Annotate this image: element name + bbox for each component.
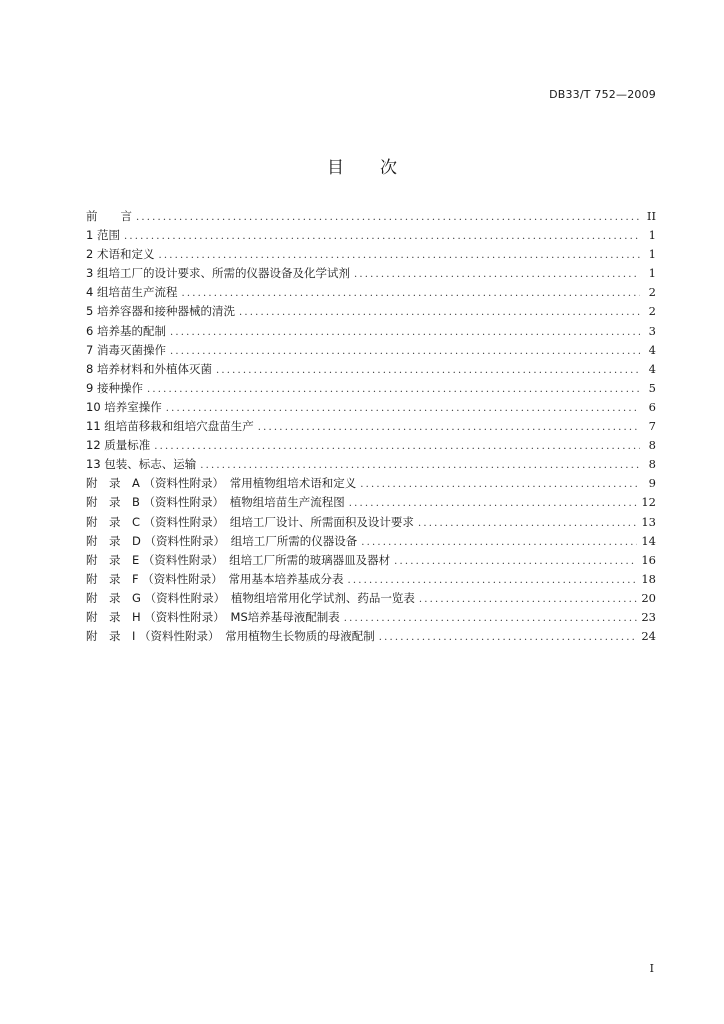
toc-entry-label: 附 录 F （资料性附录） 常用基本培养基成分表 <box>86 571 344 586</box>
toc-entry[interactable] <box>86 379 656 398</box>
toc-entry-page: 9 <box>648 476 656 491</box>
toc-leader-dots <box>239 303 640 322</box>
standard-code: DB33/T 752—2009 <box>549 88 656 101</box>
toc-entry-page: 8 <box>648 457 656 472</box>
toc-entry-page: II <box>646 209 656 223</box>
toc-leader-dots <box>418 514 637 533</box>
page-title: 目次 <box>327 158 433 178</box>
toc-entry[interactable] <box>86 226 656 245</box>
toc-entry-page: 8 <box>648 438 656 453</box>
toc-entry-label: 2 术语和定义 <box>86 247 155 262</box>
toc-entry[interactable] <box>86 341 656 360</box>
toc-entry[interactable] <box>86 302 656 321</box>
toc-entry-page: 3 <box>648 323 656 338</box>
toc-entry-page: 1 <box>648 247 656 262</box>
toc-entry-label: 附 录 I （资料性附录） 常用植物生长物质的母液配制 <box>86 629 375 644</box>
toc-entry-label: 8 培养材料和外植体灭菌 <box>86 361 212 376</box>
toc-leader-dots <box>258 418 640 437</box>
toc-leader-dots <box>166 399 640 418</box>
toc-leader-dots <box>200 456 640 475</box>
toc-entry-page: 24 <box>641 629 656 644</box>
toc-entry-label: 11 组培苗移栽和组培穴盘苗生产 <box>86 419 254 434</box>
toc-entry-label: 7 消毒灭菌操作 <box>86 342 166 357</box>
toc-leader-dots <box>360 475 640 494</box>
toc-entry-label: 附 录 B （资料性附录） 植物组培苗生产流程图 <box>86 495 345 510</box>
toc-entry-page: 16 <box>641 552 656 567</box>
toc-leader-dots <box>124 227 640 246</box>
toc-entry-page: 4 <box>648 342 656 357</box>
toc-entry-label: 5 培养容器和接种器械的清洗 <box>86 304 235 319</box>
toc-leader-dots <box>348 571 638 590</box>
toc-entry[interactable] <box>86 398 656 417</box>
toc-entry[interactable] <box>86 455 656 474</box>
toc-entry[interactable] <box>86 551 656 570</box>
toc-entry-page: 13 <box>641 514 656 529</box>
toc-entry-label: 附 录 H （资料性附录） MS培养基母液配制表 <box>86 609 340 624</box>
toc-entry-label: 10 培养室操作 <box>86 399 162 414</box>
toc-leader-dots <box>147 380 640 399</box>
toc-entry[interactable] <box>86 207 656 226</box>
toc-entry-label: 附 录 A （资料性附录） 常用植物组培术语和定义 <box>86 476 357 491</box>
toc-entry-page: 18 <box>641 571 656 586</box>
table-of-contents <box>86 207 656 646</box>
toc-entry-page: 2 <box>648 304 656 319</box>
toc-entry-label: 附 录 D （资料性附录） 组培工厂所需的仪器设备 <box>86 533 358 548</box>
toc-entry-label: 附 录 E （资料性附录） 组培工厂所需的玻璃器皿及器材 <box>86 552 391 567</box>
toc-entry-page: 23 <box>641 609 656 624</box>
toc-leader-dots <box>154 437 640 456</box>
toc-entry-page: 6 <box>648 399 656 414</box>
toc-entry[interactable] <box>86 417 656 436</box>
toc-entry[interactable] <box>86 627 656 646</box>
toc-entry[interactable] <box>86 570 656 589</box>
toc-entry[interactable] <box>86 513 656 532</box>
toc-entry[interactable] <box>86 436 656 455</box>
toc-entry[interactable] <box>86 264 656 283</box>
toc-leader-dots <box>344 609 638 628</box>
toc-entry-page: 4 <box>648 361 656 376</box>
toc-leader-dots <box>170 342 640 361</box>
toc-entry-page: 20 <box>641 590 656 605</box>
toc-entry[interactable] <box>86 322 656 341</box>
toc-entry-label: 1 范围 <box>86 228 120 243</box>
toc-entry-page: 5 <box>648 380 656 395</box>
toc-entry[interactable] <box>86 532 656 551</box>
toc-leader-dots <box>136 208 640 227</box>
toc-entry-page: 2 <box>648 285 656 300</box>
toc-entry-label: 3 组培工厂的设计要求、所需的仪器设备及化学试剂 <box>86 266 350 281</box>
toc-leader-dots <box>170 323 640 342</box>
toc-entry-page: 12 <box>641 495 656 510</box>
toc-entry-label: 4 组培苗生产流程 <box>86 285 178 300</box>
toc-leader-dots <box>394 552 637 571</box>
toc-entry-page: 7 <box>648 419 656 434</box>
toc-entry-label: 12 质量标准 <box>86 438 151 453</box>
toc-leader-dots <box>181 284 640 303</box>
toc-leader-dots <box>349 494 638 513</box>
toc-entry[interactable] <box>86 245 656 264</box>
toc-entry[interactable] <box>86 360 656 379</box>
toc-entry-label: 前 言 <box>86 209 132 223</box>
toc-entry[interactable] <box>86 283 656 302</box>
toc-entry-page: 1 <box>648 228 656 243</box>
toc-entry-label: 13 包装、标志、运输 <box>86 457 197 472</box>
page-number: I <box>649 962 654 975</box>
toc-entry[interactable] <box>86 589 656 608</box>
toc-entry-label: 附 录 G （资料性附录） 植物组培常用化学试剂、药品一览表 <box>86 590 415 605</box>
toc-entry-page: 1 <box>648 266 656 281</box>
toc-entry-page: 14 <box>641 533 656 548</box>
toc-leader-dots <box>419 590 638 609</box>
toc-entry[interactable] <box>86 493 656 512</box>
toc-leader-dots <box>361 533 637 552</box>
toc-leader-dots <box>379 628 638 647</box>
toc-entry-label: 附 录 C （资料性附录） 组培工厂设计、所需面积及设计要求 <box>86 514 414 529</box>
toc-entry-label: 9 接种操作 <box>86 380 143 395</box>
toc-entry[interactable] <box>86 608 656 627</box>
toc-leader-dots <box>158 246 640 265</box>
toc-entry[interactable] <box>86 474 656 493</box>
toc-leader-dots <box>216 361 640 380</box>
toc-entry-label: 6 培养基的配制 <box>86 323 166 338</box>
toc-leader-dots <box>354 265 640 284</box>
